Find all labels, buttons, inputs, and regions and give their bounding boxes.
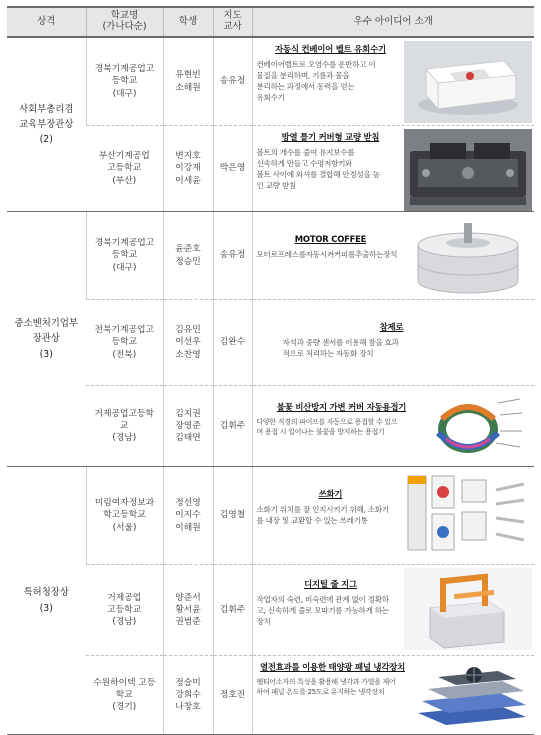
table-row xyxy=(7,126,534,212)
teacher-cell: 송유정 xyxy=(213,212,252,300)
idea-image xyxy=(404,470,532,558)
header-award: 상격 xyxy=(7,7,86,37)
table-row xyxy=(7,386,534,467)
award-table xyxy=(7,6,534,735)
file-jig-render xyxy=(404,568,532,650)
idea-cell xyxy=(252,37,534,126)
school-cell: 경북기계공업고 등학교 (대구) xyxy=(86,212,163,300)
award-cell: 중소벤처기업부 장관상 (3) xyxy=(7,212,86,467)
idea-title: 열전효과를 이용한 태양광 패널 냉각장치 xyxy=(260,662,405,672)
school-cell: 전북기계공업고 등학교 (전북) xyxy=(86,300,163,386)
idea-image xyxy=(404,41,532,123)
idea-image xyxy=(408,659,532,731)
idea-cell xyxy=(252,126,534,212)
idea-desc: 펠티어소자의 특성을 활용해 냉각과 가열을 제어 하여 패널 온도를 25도로 유지하는 냉각장치 xyxy=(256,677,396,696)
header-teacher: 지도 교사 xyxy=(213,7,252,37)
table-row xyxy=(7,565,534,656)
idea-title: 자동식 컨베이어 벨트 유회수기 xyxy=(275,44,386,54)
teacher-cell: 김완수 xyxy=(213,300,252,386)
students-cell: 윤준호 정승민 xyxy=(163,212,213,300)
idea-desc: 작업자의 숙련, 비숙련에 관계 없이 정확하 고, 신속하게 줄로 모따기를 가능하게 하는 장치 xyxy=(256,594,389,627)
school-cell: 거제공업 고등학교 (경남) xyxy=(86,565,163,656)
teacher-cell: 송유정 xyxy=(213,37,252,126)
teacher-cell: 박은영 xyxy=(213,126,252,212)
award-cell: 사회부총리겸 교육부장관상 (2) xyxy=(7,37,86,212)
idea-title: 쓰화기 xyxy=(318,489,343,499)
school-cell: 경북기계공업고 등학교 (대구) xyxy=(86,37,163,126)
teacher-cell: 정호진 xyxy=(213,656,252,735)
header-students: 학생 xyxy=(163,7,213,37)
idea-desc: 자석과 중량 센서를 이용해 참을 효과 적으로 처리하는 자동화 장치 xyxy=(282,337,399,358)
idea-cell xyxy=(252,300,534,386)
idea-desc: 모터로프레스를자동시켜커피를추출하는장치 xyxy=(256,249,398,259)
welding-cover-diagram xyxy=(428,389,532,463)
teacher-cell: 김휘주 xyxy=(213,565,252,656)
students-cell: 정선영 이지수 이해원 xyxy=(163,467,213,565)
teacher-cell: 김영철 xyxy=(213,467,252,565)
school-cell: 미림여자정보과 학고등학교 (서울) xyxy=(86,467,163,565)
idea-title: 참제로 xyxy=(379,322,404,332)
award-cell: 특허청장상 (3) xyxy=(7,467,86,735)
idea-title: 불꽃 비산방지 가변 커버 자동용접기 xyxy=(276,402,407,412)
idea-cell xyxy=(252,656,534,735)
idea-desc: 볼트의 개수를 줄여 유지보수를 신속하게 만들고 수평저항키와 볼트 사이에 와셔를 결합해 안정성을 높 인 교량 받침 xyxy=(256,147,380,191)
idea-desc: 소화기 위치를 잘 인지시키기 위해, 소화기 를 내장 및 교환할 수 있는 쓰레기통 xyxy=(256,504,389,525)
trash-bin-diagram xyxy=(404,470,532,558)
school-cell: 거제공업고등학 교 (경남) xyxy=(86,386,163,467)
idea-title: 디지털 줄 지그 xyxy=(304,579,357,589)
table-row xyxy=(7,37,534,126)
header-idea: 우수 아이디어 소개 xyxy=(252,7,534,37)
idea-image xyxy=(404,129,532,211)
students-cell: 양준서 황서윤 권범준 xyxy=(163,565,213,656)
skimmer-render xyxy=(404,41,532,123)
header-row xyxy=(7,7,534,37)
solar-cooler-render xyxy=(408,659,532,731)
idea-cell xyxy=(252,565,534,656)
idea-image xyxy=(404,568,532,650)
idea-desc: 다양한 직경의 파이프를 자동으로 용접할 수 있으 며 용접 시 일어나는 불꽃을 방지하는 용접기 xyxy=(256,417,398,436)
students-cell: 유현빈 소해원 xyxy=(163,37,213,126)
idea-cell xyxy=(252,386,534,467)
idea-image xyxy=(428,389,532,463)
table-row xyxy=(7,300,534,386)
idea-cell xyxy=(252,467,534,565)
idea-image xyxy=(404,215,532,297)
students-cell: 김지권 장영준 김태연 xyxy=(163,386,213,467)
students-cell: 변지호 이강재 이세윤 xyxy=(163,126,213,212)
students-cell: 정슬미 강희수 나창호 xyxy=(163,656,213,735)
idea-desc: 컨베이어벨트로 오염수를 운반하고 이 물질을 분리하며, 기름과 물을 분리하는 과정에서 동력을 얻는 유회수기 xyxy=(256,59,376,103)
table-row xyxy=(7,656,534,735)
table-row xyxy=(7,467,534,565)
school-cell: 수원하이텍 고등 학교 (경기) xyxy=(86,656,163,735)
table-row xyxy=(7,212,534,300)
idea-title: 방열 틀기 커버형 교량 받침 xyxy=(281,132,380,142)
idea-cell xyxy=(252,212,534,300)
idea-title: MOTOR COFFEE xyxy=(294,234,367,244)
coffee-machine-render xyxy=(404,215,532,297)
bridge-bearing-photo xyxy=(404,129,532,211)
school-cell: 부산기계공업 고등학교 (부산) xyxy=(86,126,163,212)
header-school: 학교명 (가나다순) xyxy=(86,7,163,37)
students-cell: 김유민 이선우 소찬영 xyxy=(163,300,213,386)
teacher-cell: 김휘주 xyxy=(213,386,252,467)
